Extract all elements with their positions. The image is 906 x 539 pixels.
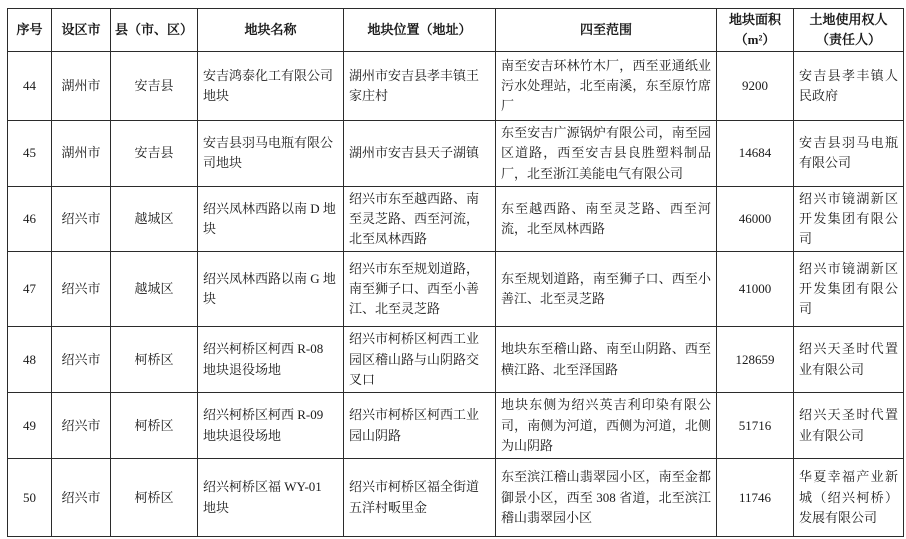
location-cell: 绍兴市柯桥区柯西工业园山阴路 <box>344 393 496 459</box>
column-header-city: 设区市 <box>52 9 111 52</box>
county-cell: 柯桥区 <box>111 327 198 393</box>
boundary-cell: 东至越西路、南至灵芝路、西至河流，北至凤林西路 <box>496 186 717 251</box>
area-cell: 14684 <box>717 121 794 186</box>
seq-cell: 49 <box>8 393 52 459</box>
area-cell: 46000 <box>717 186 794 251</box>
column-header-owner-line2: （责任人） <box>815 32 881 48</box>
column-header-owner <box>794 9 904 52</box>
location-cell: 绍兴市柯桥区柯西工业园区稽山路与山阴路交叉口 <box>344 327 496 393</box>
column-header-area <box>717 9 794 52</box>
seq-cell: 44 <box>8 52 52 121</box>
city-cell: 绍兴市 <box>52 327 111 393</box>
column-header-seq: 序号 <box>8 9 52 52</box>
table-row <box>8 393 904 459</box>
city-cell: 绍兴市 <box>52 186 111 251</box>
city-cell: 湖州市 <box>52 52 111 121</box>
seq-cell: 48 <box>8 327 52 393</box>
seq-cell: 50 <box>8 459 52 537</box>
county-cell: 柯桥区 <box>111 393 198 459</box>
seq-cell: 46 <box>8 186 52 251</box>
column-header-location: 地块位置（地址） <box>344 9 496 52</box>
location-cell: 绍兴市东至规划道路，南至狮子口、西至小善江、北至灵芝路 <box>344 252 496 327</box>
seq-cell: 47 <box>8 252 52 327</box>
county-cell: 安吉县 <box>111 121 198 186</box>
column-header-area-unit: （m²） <box>734 32 776 48</box>
table-row <box>8 121 904 186</box>
name-cell: 绍兴柯桥区柯西 R-08 地块退役场地 <box>198 327 344 393</box>
location-cell: 绍兴市东至越西路、南至灵芝路、西至河流，北至凤林西路 <box>344 186 496 251</box>
location-cell: 湖州市安吉县天子湖镇 <box>344 121 496 186</box>
seq-cell: 45 <box>8 121 52 186</box>
table-row <box>8 186 904 251</box>
city-cell: 湖州市 <box>52 121 111 186</box>
city-cell: 绍兴市 <box>52 393 111 459</box>
owner-cell: 安吉县羽马电瓶有限公司 <box>794 121 904 186</box>
boundary-cell: 东至规划道路，南至狮子口、西至小善江、北至灵芝路 <box>496 252 717 327</box>
area-cell: 11746 <box>717 459 794 537</box>
city-cell: 绍兴市 <box>52 459 111 537</box>
boundary-cell: 地块东至稽山路、南至山阴路、西至横江路、北至泽国路 <box>496 327 717 393</box>
area-cell: 128659 <box>717 327 794 393</box>
city-cell: 绍兴市 <box>52 252 111 327</box>
table-row <box>8 252 904 327</box>
header-row <box>8 9 904 52</box>
column-header-county: 县（市、区） <box>111 9 198 52</box>
owner-cell: 绍兴市镜湖新区开发集团有限公司 <box>794 252 904 327</box>
column-header-area-line1: 地块面积 <box>728 12 781 27</box>
name-cell: 绍兴凤林西路以南 D 地块 <box>198 186 344 251</box>
owner-cell: 绍兴天圣时代置业有限公司 <box>794 393 904 459</box>
boundary-cell: 地块东侧为绍兴英吉利印染有限公司，南侧为河道，西侧为河道，北侧为山阴路 <box>496 393 717 459</box>
table-row <box>8 327 904 393</box>
area-cell: 9200 <box>717 52 794 121</box>
name-cell: 安吉鸿泰化工有限公司地块 <box>198 52 344 121</box>
boundary-cell: 东至滨江稽山翡翠园小区，南至金都御景小区，西至 308 省道，北至滨江稽山翡翠园小区 <box>496 459 717 537</box>
owner-cell: 绍兴市镜湖新区开发集团有限公司 <box>794 186 904 251</box>
column-header-name: 地块名称 <box>198 9 344 52</box>
table-row <box>8 52 904 121</box>
column-header-owner-line1: 土地使用权人 <box>809 12 888 27</box>
name-cell: 安吉县羽马电瓶有限公司地块 <box>198 121 344 186</box>
area-cell: 41000 <box>717 252 794 327</box>
location-cell: 湖州市安吉县孝丰镇王家庄村 <box>344 52 496 121</box>
name-cell: 绍兴凤林西路以南 G 地块 <box>198 252 344 327</box>
name-cell: 绍兴柯桥区福 WY-01 地块 <box>198 459 344 537</box>
area-cell: 51716 <box>717 393 794 459</box>
name-cell: 绍兴柯桥区柯西 R-09 地块退役场地 <box>198 393 344 459</box>
county-cell: 越城区 <box>111 186 198 251</box>
land-parcel-table <box>7 8 904 537</box>
boundary-cell: 东至安吉广源锅炉有限公司，南至园区道路，西至安吉县良胜塑料制品厂，北至浙江美能电气有限公司 <box>496 121 717 186</box>
location-cell: 绍兴市柯桥区福全街道五洋村畈里金 <box>344 459 496 537</box>
table-row <box>8 459 904 537</box>
county-cell: 越城区 <box>111 252 198 327</box>
county-cell: 安吉县 <box>111 52 198 121</box>
column-header-boundary: 四至范围 <box>496 9 717 52</box>
county-cell: 柯桥区 <box>111 459 198 537</box>
owner-cell: 绍兴天圣时代置业有限公司 <box>794 327 904 393</box>
owner-cell: 华夏幸福产业新城（绍兴柯桥）发展有限公司 <box>794 459 904 537</box>
owner-cell: 安吉县孝丰镇人民政府 <box>794 52 904 121</box>
boundary-cell: 南至安吉环林竹木厂，西至亚通纸业污水处理站，北至南溪，东至原竹席厂 <box>496 52 717 121</box>
